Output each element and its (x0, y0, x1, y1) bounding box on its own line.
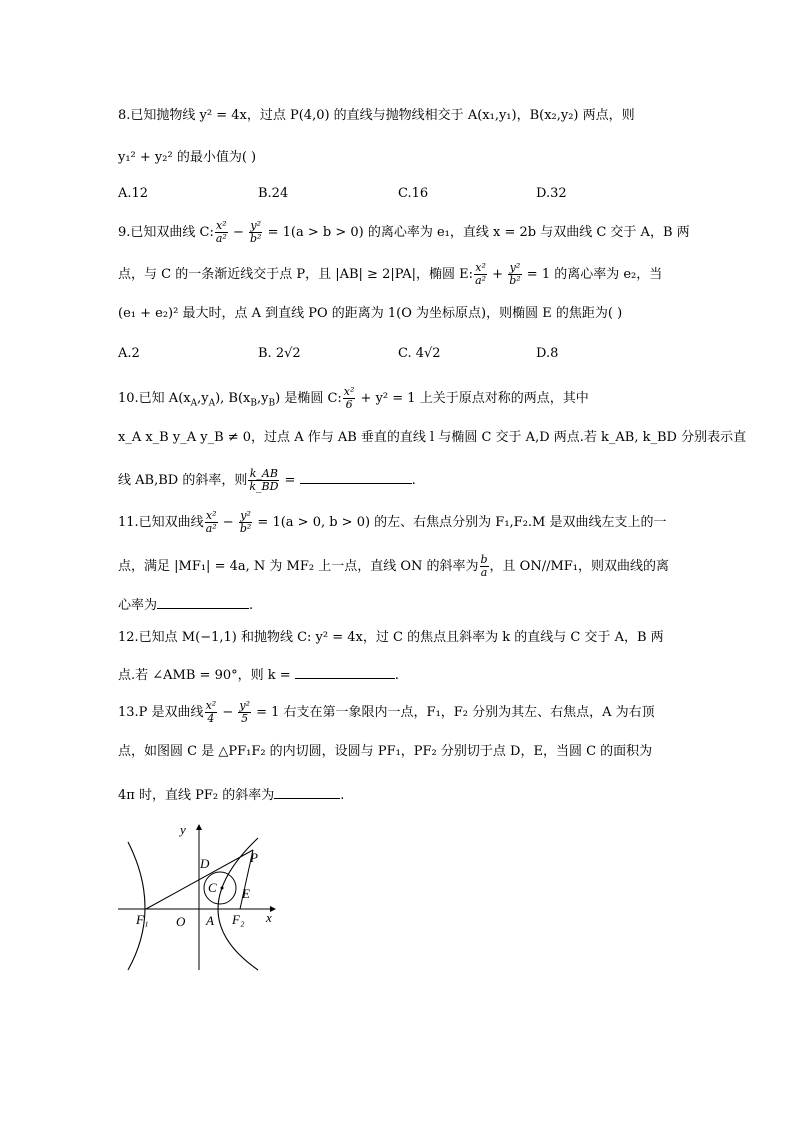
q11-text: 心率为 (118, 598, 158, 613)
q11-text: . (249, 598, 254, 613)
frac-den: a (480, 566, 488, 579)
q9-text: 9.已知双曲线 C: (118, 225, 214, 240)
q11-text: 点，满足 |MF₁| = 4a, N 为 MF₂ 上一点，直线 ON 的斜率为 (118, 559, 479, 574)
label-o: O (176, 914, 186, 929)
q12-text: 点.若 ∠AMB = 90°，则 k = (118, 668, 295, 683)
frac-num: k_AB (249, 467, 278, 480)
frac-num: y² (509, 261, 521, 274)
frac-num: x² (475, 261, 486, 274)
q13-frac-y2-5 (238, 700, 251, 725)
q9-line-1 (118, 219, 690, 245)
q11-text: ，且 ON//MF₁，则双曲线的离 (489, 559, 670, 574)
minus-sign: − (228, 225, 249, 240)
q11-line-1 (118, 510, 678, 535)
frac-den: 6 (345, 398, 353, 411)
frac-den: b² (509, 274, 521, 287)
q10-text: ,y (257, 391, 269, 406)
answer-blank[interactable] (295, 664, 395, 679)
label-d: D (200, 856, 210, 871)
q11-text: = 1(a > 0, b > 0) 的左、右焦点分别为 F₁,F₂.M 是双曲线左支上的一 (253, 515, 667, 530)
q9-option-a: A.2 (118, 346, 140, 361)
label-p: P (250, 850, 258, 865)
q8-option-c: C.16 (398, 186, 429, 201)
q11-frac-x2a2 (205, 510, 218, 535)
answer-blank[interactable] (274, 784, 340, 799)
q9-text: 点，与 C 的一条渐近线交于点 P，且 |AB| ≥ 2|PA|，椭圆 E: (118, 267, 474, 282)
label-c: C (208, 880, 217, 895)
frac-num: x² (205, 509, 217, 522)
frac-den: a² (215, 232, 227, 245)
answer-blank[interactable] (157, 594, 249, 609)
hyperbola-incircle-figure (118, 822, 278, 972)
frac-den: 5 (241, 712, 249, 725)
frac-den: a² (205, 522, 217, 535)
y-axis-arrow (196, 824, 202, 830)
q10-text: ), B(x (215, 391, 251, 406)
q11-frac-y2b2 (239, 510, 252, 535)
frac-den: k_BD (249, 480, 279, 493)
q9-text: = 1(a > b > 0) 的离心率为 e₁，直线 x = 2b 与双曲线 C 交于 A，B 两 (263, 225, 690, 240)
label-y: y (180, 822, 186, 837)
subscript: B (268, 398, 276, 409)
frac-num: y² (240, 509, 251, 522)
q13-text: . (340, 788, 345, 803)
minus-sign: − (218, 705, 238, 720)
q8-line-1: 8.已知抛物线 y² = 4x，过点 P(4,0) 的直线与抛物线相交于 A(x₁,y₁)，B(x₂,y₂) 两点，则 (118, 108, 635, 123)
q8-line-2: y₁² + y₂² 的最小值为( ) (118, 150, 257, 165)
q9-frac-y2b2 (249, 220, 262, 245)
q13-frac-x2-4 (205, 700, 218, 725)
frac-num: x² (216, 219, 227, 232)
q9-option-c: C. 4√2 (398, 346, 441, 361)
q9-frac-x2a2 (215, 220, 228, 245)
q9-frac-x2a2-ellipse (474, 262, 487, 287)
frac-den: a² (475, 274, 487, 287)
answer-blank[interactable] (300, 469, 412, 484)
frac-num: x² (205, 699, 217, 712)
q8-option-a: A.12 (118, 186, 149, 201)
q11-text: 11.已知双曲线 (118, 515, 204, 530)
frac-den: b² (250, 232, 262, 245)
label-x: x (266, 910, 272, 925)
q13-text: 4π 时，直线 PF₂ 的斜率为 (118, 788, 275, 803)
hyperbola-left-branch (128, 842, 145, 970)
q11-line-2 (118, 554, 678, 579)
q10-text: ) 是椭圆 C: (275, 391, 342, 406)
q8-option-d: D.32 (536, 186, 567, 201)
q10-text: = (280, 473, 300, 488)
q12-text: . (394, 668, 399, 683)
label-f2: F₂ (232, 912, 245, 927)
q13-text: 13.P 是双曲线 (118, 705, 204, 720)
frac-num: b (480, 553, 488, 566)
q9-line-3: (e₁ + e₂)² 最大时，点 A 到直线 PO 的距离为 1(O 为坐标原点)，则椭圆 E 的焦距为( ) (118, 306, 623, 321)
frac-num: y² (239, 699, 250, 712)
frac-num: y² (250, 219, 262, 232)
q9-option-b: B. 2√2 (258, 346, 301, 361)
q10-text: + y² = 1 上关于原点对称的两点，其中 (356, 391, 589, 406)
q13-line-1 (118, 700, 678, 725)
subscript: A (208, 398, 216, 409)
center-c-dot (221, 887, 224, 890)
q13-text: = 1 右支在第一象限内一点，F₁，F₂ 分别为其左、右焦点，A 为右顶 (251, 705, 655, 720)
frac-num: x² (343, 385, 355, 398)
q12-line-1: 12.已知点 M(−1,1) 和抛物线 C: y² = 4x，过 C 的焦点且斜率为 k 的直线与 C 交于 A，B 两 (118, 630, 664, 645)
q9-text: = 1 的离心率为 e₂，当 (522, 267, 663, 282)
q8-options (118, 186, 678, 206)
q13-line-2: 点，如图圆 C 是 △PF₁F₂ 的内切圆，设圆与 PF₁，PF₂ 分别切于点 D，E，当圆 C 的面积为 (118, 744, 653, 759)
q10-text: ,y (197, 391, 209, 406)
subscript: B (250, 398, 258, 409)
q10-line-1 (118, 386, 678, 414)
q9-option-d: D.8 (536, 346, 559, 361)
subscript: A (190, 398, 198, 409)
q9-options (118, 346, 678, 366)
minus-sign: − (218, 515, 238, 530)
q10-line-3 (118, 468, 678, 493)
q12-line-2 (118, 664, 678, 686)
q10-line-2: x_A x_B y_A y_B ≠ 0，过点 A 作与 AB 垂直的直线 l 与椭圆 C 交于 A,D 两点.若 k_AB, k_BD 分别表示直 (118, 430, 747, 445)
label-a: A (206, 913, 214, 928)
q8-option-b: B.24 (258, 186, 289, 201)
label-e: E (242, 886, 250, 901)
q11-frac-ba (480, 554, 489, 579)
frac-den: 4 (207, 712, 215, 725)
q11-line-3 (118, 594, 678, 616)
label-f1: F₁ (136, 912, 149, 927)
plus-sign: + (488, 267, 508, 282)
q10-text: 10.已知 A(x (118, 391, 191, 406)
q13-line-3 (118, 784, 678, 806)
q10-text: . (411, 473, 416, 488)
q10-frac-k (248, 468, 279, 493)
q9-frac-y2b2-ellipse (508, 262, 521, 287)
q9-line-2 (118, 262, 678, 287)
q10-text: 线 AB,BD 的斜率，则 (118, 473, 248, 488)
q10-frac-x2-6 (343, 386, 356, 411)
frac-den: b² (239, 522, 252, 535)
